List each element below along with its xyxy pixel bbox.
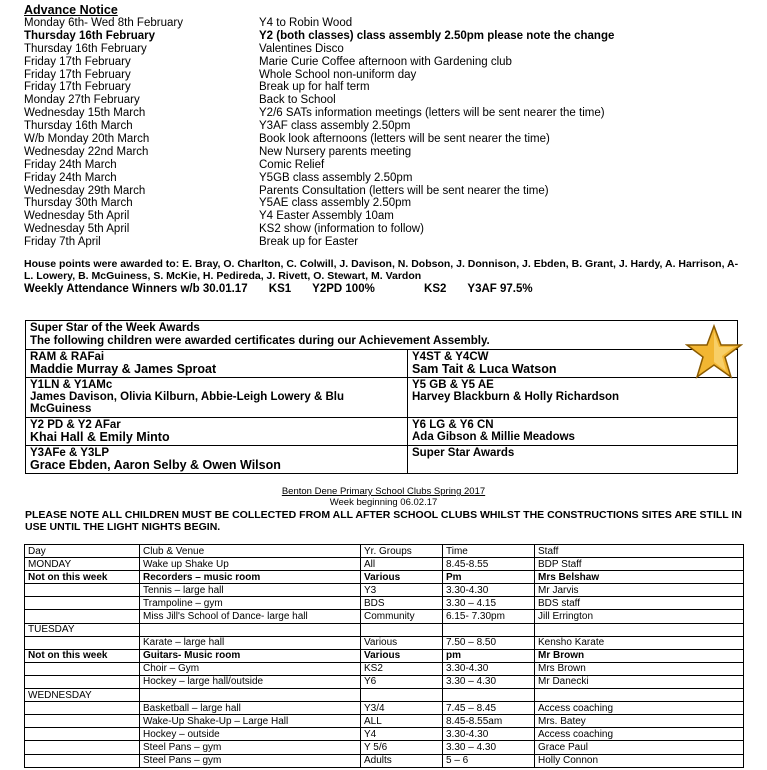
notice-event: Break up for Easter [259, 236, 359, 249]
clubs-cell: 3.30-4.30 [443, 728, 535, 741]
notice-item [24, 94, 744, 107]
clubs-cell: Choir – Gym [140, 662, 361, 675]
clubs-cell: Holly Connon [535, 754, 744, 767]
clubs-cell: Miss Jill's School of Dance- large hall [140, 610, 361, 623]
awards-grid [26, 350, 737, 474]
notice-item [24, 210, 744, 223]
clubs-row [25, 571, 744, 584]
clubs-week: Week beginning 06.02.17 [329, 497, 438, 508]
clubs-cell: Y3/4 [361, 702, 443, 715]
award-classes: Y4ST & Y4CW [412, 350, 489, 363]
clubs-row [25, 662, 744, 675]
award-classes: Y3AFe & Y3LP [30, 446, 110, 459]
clubs-cell: Mr Danecki [535, 675, 744, 688]
notice-event: Y5AE class assembly 2.50pm [259, 197, 412, 210]
clubs-cell: BDS staff [535, 597, 744, 610]
notice-item [24, 159, 744, 172]
clubs-cell: Wake-Up Shake-Up – Large Hall [140, 715, 361, 728]
notice-date: Thursday 16th March [24, 120, 133, 133]
clubs-cell [25, 584, 140, 597]
notice-item [24, 185, 744, 198]
award-classes: Super Star Awards [412, 446, 515, 459]
clubs-cell: Mrs. Batey [535, 715, 744, 728]
clubs-cell: Jill Errington [535, 610, 744, 623]
notice-date: Wednesday 5th April [24, 223, 130, 236]
award-names: Ada Gibson & Millie Meadows [412, 430, 575, 443]
award-classes: Y1LN & Y1AMc [30, 378, 113, 391]
clubs-cell: 7.50 – 8.50 [443, 636, 535, 649]
clubs-cell: Y 5/6 [361, 741, 443, 754]
clubs-column-header: Yr. Groups [361, 545, 443, 558]
notice-date: Monday 6th- Wed 8th February [24, 17, 183, 29]
notice-date: Friday 7th April [24, 236, 101, 249]
clubs-cell: Trampoline – gym [140, 597, 361, 610]
attendance-ks2-label: KS2 [424, 283, 447, 296]
notice-date: W/b Monday 20th March [24, 133, 150, 146]
notice-item [24, 30, 744, 43]
clubs-cell: Various [361, 649, 443, 662]
clubs-cell: 7.45 – 8.45 [443, 702, 535, 715]
clubs-cell [535, 689, 744, 702]
clubs-cell: Pm [443, 571, 535, 584]
advance-notice-list [24, 17, 744, 249]
clubs-cell: Steel Pans – gym [140, 754, 361, 767]
clubs-cell: 6.15- 7.30pm [443, 610, 535, 623]
clubs-cell: Steel Pans – gym [140, 741, 361, 754]
clubs-cell: All [361, 558, 443, 571]
clubs-cell: WEDNESDAY [25, 689, 140, 702]
awards-subtitle: The following children were awarded certificates during our Achievement Assembly. [30, 334, 490, 347]
clubs-cell [25, 715, 140, 728]
clubs-cell: Grace Paul [535, 741, 744, 754]
clubs-cell: Y6 [361, 675, 443, 688]
notice-date: Monday 27th February [24, 94, 140, 107]
clubs-row [25, 636, 744, 649]
house-points-text: House points were awarded to: E. Bray, O. Charlton, C. Colwill, J. Davison, N. Dobson, J. Donnison, J. Ebden, B. Grant, J. Hardy, A. Harrison, A-L. Lowery, B. McGuiness, S. McKie, H. Pedireda, J. Rivett, O. Stewart, M. Vardon [24, 258, 739, 282]
clubs-cell: Tennis – large hall [140, 584, 361, 597]
notice-date: Wednesday 22nd March [24, 145, 149, 158]
clubs-row [25, 754, 744, 767]
clubs-cell: Mrs Brown [535, 662, 744, 675]
clubs-cell: Not on this week [25, 571, 140, 584]
notice-date: Thursday 16th February [24, 42, 147, 55]
clubs-cell: 8.45-8.55 [443, 558, 535, 571]
award-cell [408, 445, 737, 473]
award-names: Maddie Murray & James Sproat [30, 361, 217, 376]
clubs-cell: KS2 [361, 662, 443, 675]
award-names: James Davison, Olivia Kilburn, Abbie-Leigh Lowery & Blu McGuiness [30, 391, 344, 416]
award-classes: Y5 GB & Y5 AE [412, 378, 494, 391]
notice-event: KS2 show (information to follow) [259, 223, 424, 236]
clubs-cell: Hockey – large hall/outside [140, 675, 361, 688]
clubs-cell [25, 597, 140, 610]
notice-item [24, 197, 744, 210]
clubs-row [25, 689, 744, 702]
clubs-collection-note: PLEASE NOTE ALL CHILDREN MUST BE COLLECTED FROM ALL AFTER SCHOOL CLUBS WHILST THE CONSTRUCTIONS SITES ARE STILL IN USE UNTIL THE LIGHT NIGHTS BEGIN. [25, 509, 742, 533]
attendance-label: Weekly Attendance Winners w/b 30.01.17 [24, 283, 248, 296]
notice-item [24, 43, 744, 56]
notice-event: Book look afternoons (letters will be sent nearer the time) [259, 133, 550, 146]
clubs-row [25, 675, 744, 688]
notice-event: Comic Relief [259, 158, 325, 171]
notice-event: Parents Consultation (letters will be sent nearer the time) [259, 184, 549, 197]
award-cell [26, 377, 408, 417]
award-names: Harvey Blackburn & Holly Richardson [412, 391, 620, 404]
award-classes: RAM & RAFai [30, 350, 105, 363]
advance-notice-title: Advance Notice [24, 3, 118, 17]
clubs-column-header: Staff [535, 545, 744, 558]
notice-event: Y2/6 SATs information meetings (letters will be sent nearer the time) [259, 107, 605, 120]
clubs-cell: Recorders – music room [140, 571, 361, 584]
notice-item [24, 81, 744, 94]
clubs-cell: 3.30 – 4.15 [443, 597, 535, 610]
clubs-cell: Various [361, 636, 443, 649]
clubs-title: Benton Dene Primary School Clubs Spring 2017 [281, 486, 486, 497]
clubs-cell: Access coaching [535, 702, 744, 715]
notice-event: Valentines Disco [259, 42, 344, 55]
notice-event: Y3AF class assembly 2.50pm [259, 120, 411, 133]
clubs-cell: Mrs Belshaw [535, 571, 744, 584]
clubs-cell: 5 – 6 [443, 754, 535, 767]
clubs-cell: Basketball – large hall [140, 702, 361, 715]
award-classes: Y2 PD & Y2 AFar [30, 418, 121, 431]
clubs-cell: 3.30-4.30 [443, 584, 535, 597]
clubs-cell: 8.45-8.55am [443, 715, 535, 728]
clubs-cell: 3.30 – 4.30 [443, 741, 535, 754]
super-star-awards-box [25, 320, 738, 474]
clubs-cell: 3.30 – 4.30 [443, 675, 535, 688]
newsletter-page [24, 0, 744, 296]
clubs-cell: TUESDAY [25, 623, 140, 636]
attendance-ks1-label: KS1 [268, 283, 292, 296]
clubs-cell: Not on this week [25, 649, 140, 662]
clubs-cell: Community [361, 610, 443, 623]
awards-header [26, 321, 737, 350]
notice-item [24, 107, 744, 120]
clubs-cell [25, 702, 140, 715]
notice-date: Friday 17th February [24, 81, 131, 94]
clubs-cell [25, 636, 140, 649]
clubs-cell: Adults [361, 754, 443, 767]
clubs-row [25, 715, 744, 728]
award-classes: Y6 LG & Y6 CN [412, 418, 494, 431]
clubs-cell: Y4 [361, 728, 443, 741]
notice-event: Marie Curie Coffee afternoon with Gardening club [259, 55, 512, 68]
award-cell [26, 350, 408, 377]
notice-event: New Nursery parents meeting [259, 145, 412, 158]
notice-date: Friday 24th March [24, 171, 117, 184]
clubs-cell: Karate – large hall [140, 636, 361, 649]
award-cell [26, 417, 408, 445]
clubs-cell [535, 623, 744, 636]
notice-item [24, 223, 744, 236]
clubs-cell: Various [361, 571, 443, 584]
clubs-cell: Wake up Shake Up [140, 558, 361, 571]
attendance-ks1-winner: Y2PD 100% [312, 283, 375, 296]
notice-item [24, 172, 744, 185]
clubs-row [25, 584, 744, 597]
clubs-row [25, 702, 744, 715]
clubs-cell [443, 689, 535, 702]
clubs-cell: Mr Jarvis [535, 584, 744, 597]
award-cell [408, 377, 737, 417]
clubs-cell: 3.30-4.30 [443, 662, 535, 675]
clubs-cell: Access coaching [535, 728, 744, 741]
clubs-cell [25, 728, 140, 741]
notice-date: Wednesday 15th March [24, 107, 146, 120]
clubs-cell: BDS [361, 597, 443, 610]
notice-item [24, 120, 744, 133]
clubs-cell [25, 610, 140, 623]
clubs-row [25, 741, 744, 754]
clubs-cell: Mr Brown [535, 649, 744, 662]
notice-item [24, 56, 744, 69]
clubs-row [25, 649, 744, 662]
clubs-cell [140, 689, 361, 702]
notice-item [24, 133, 744, 146]
notice-date: Friday 17th February [24, 68, 131, 81]
clubs-cell: pm [443, 649, 535, 662]
clubs-table [24, 544, 744, 768]
notice-date: Thursday 16th February [24, 29, 156, 42]
notice-event: Whole School non-uniform day [259, 68, 417, 81]
clubs-cell: Y3 [361, 584, 443, 597]
notice-date: Wednesday 29th March [24, 184, 146, 197]
clubs-cell: BDP Staff [535, 558, 744, 571]
notice-item [24, 69, 744, 82]
notice-event: Y5GB class assembly 2.50pm [259, 171, 413, 184]
clubs-cell [25, 754, 140, 767]
clubs-cell: Guitars- Music room [140, 649, 361, 662]
attendance-ks2-winner: Y3AF 97.5% [467, 283, 533, 296]
clubs-row [25, 558, 744, 571]
notice-event: Y4 Easter Assembly 10am [259, 210, 394, 223]
clubs-row [25, 597, 744, 610]
notice-item [24, 146, 744, 159]
attendance-winners [24, 282, 744, 296]
award-cell [26, 445, 408, 473]
clubs-column-header: Day [25, 545, 140, 558]
clubs-cell: ALL [361, 715, 443, 728]
notice-item [24, 236, 744, 249]
notice-date: Thursday 30th March [24, 197, 133, 210]
award-names: Khai Hall & Emily Minto [30, 429, 170, 444]
clubs-row [25, 623, 744, 636]
award-names: Sam Tait & Luca Watson [412, 361, 557, 376]
notice-date: Wednesday 5th April [24, 210, 130, 223]
notice-item [24, 17, 744, 30]
clubs-column-header: Time [443, 545, 535, 558]
notice-event: Back to School [259, 94, 336, 107]
clubs-cell [140, 623, 361, 636]
clubs-cell: Kensho Karate [535, 636, 744, 649]
gold-star-icon [685, 324, 743, 380]
notice-event: Y2 (both classes) class assembly 2.50pm please note the change [259, 29, 615, 42]
notice-event: Break up for half term [259, 81, 370, 94]
clubs-row [25, 610, 744, 623]
clubs-cell [361, 623, 443, 636]
notice-date: Friday 17th February [24, 55, 131, 68]
clubs-cell [25, 662, 140, 675]
clubs-cell: MONDAY [25, 558, 140, 571]
clubs-cell [361, 689, 443, 702]
clubs-cell [25, 741, 140, 754]
award-names: Grace Ebden, Aaron Selby & Owen Wilson [30, 458, 281, 473]
clubs-header-row [25, 545, 744, 558]
awards-title: Super Star of the Week Awards [30, 322, 200, 334]
notice-event: Y4 to Robin Wood [259, 17, 353, 29]
clubs-cell [25, 675, 140, 688]
clubs-column-header: Club & Venue [140, 545, 361, 558]
clubs-cell [443, 623, 535, 636]
clubs-cell: Hockey – outside [140, 728, 361, 741]
notice-date: Friday 24th March [24, 158, 117, 171]
clubs-row [25, 728, 744, 741]
award-cell [408, 417, 737, 445]
